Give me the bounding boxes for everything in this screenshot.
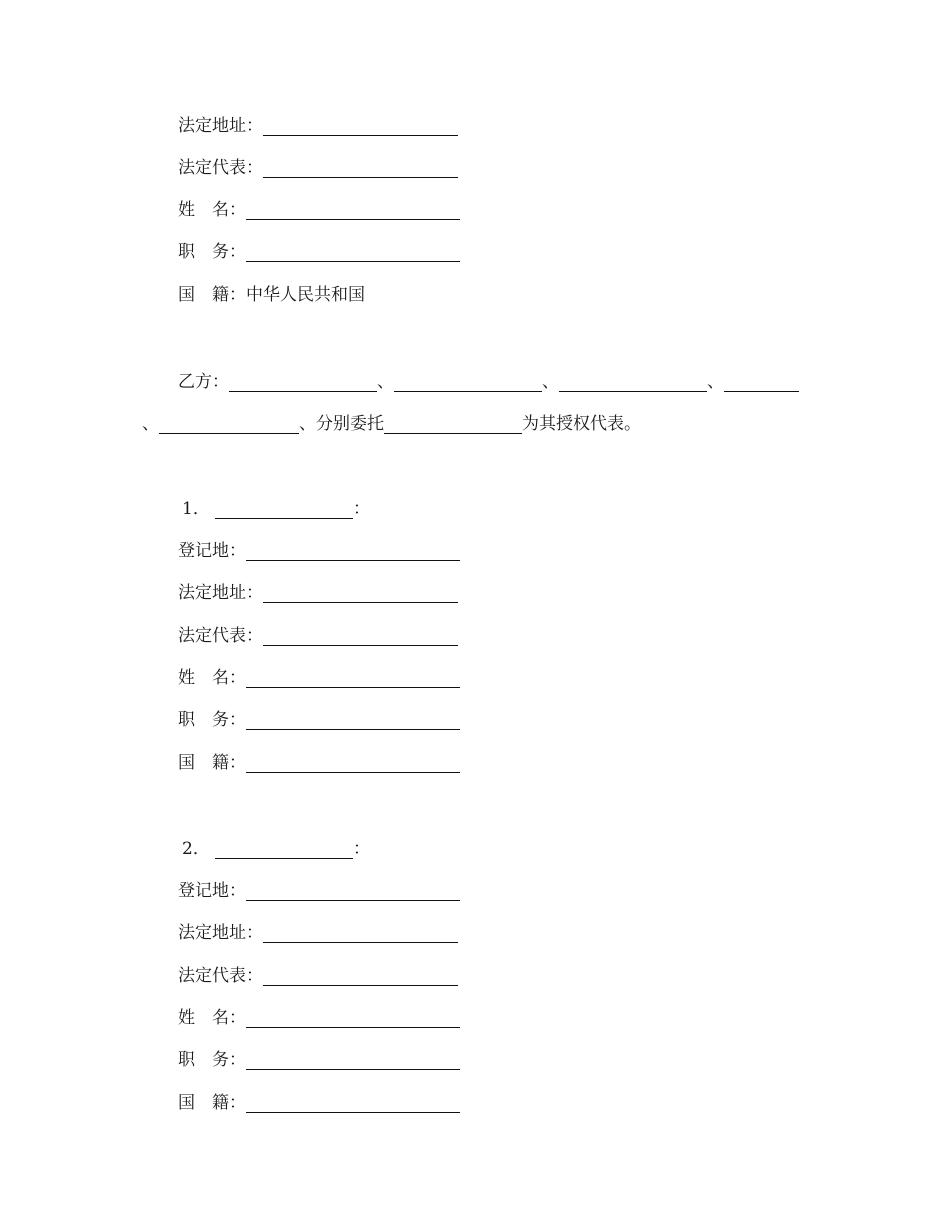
separator: 、 (707, 372, 724, 392)
fill-blank[interactable] (246, 540, 460, 561)
field-label: 职 务： (178, 1050, 246, 1070)
field-legal-representative (178, 154, 458, 182)
field-nationality (178, 1089, 460, 1117)
fill-blank[interactable] (263, 965, 458, 986)
party-b-line-1 (178, 368, 799, 396)
field-label: 法定代表： (178, 966, 263, 986)
separator: 、 (377, 372, 394, 392)
field-title (178, 706, 460, 734)
entity-heading (182, 495, 370, 523)
fill-blank[interactable] (246, 752, 460, 773)
field-name (178, 1004, 460, 1032)
fill-blank[interactable] (215, 498, 353, 519)
fill-blank[interactable] (159, 413, 299, 434)
fill-blank[interactable] (263, 582, 458, 603)
fill-blank[interactable] (246, 667, 460, 688)
fill-blank[interactable] (246, 880, 460, 901)
field-label: 法定地址： (178, 923, 263, 943)
fill-blank[interactable] (246, 1007, 460, 1028)
party-b-label: 乙方： (178, 372, 229, 392)
field-label: 法定代表： (178, 626, 263, 646)
field-name (178, 664, 460, 692)
fill-blank[interactable] (263, 625, 458, 646)
entity-number: 1． (182, 499, 210, 519)
delegate-text: 、分别委托 (299, 414, 384, 434)
field-label: 法定地址： (178, 583, 263, 603)
colon: ： (353, 839, 370, 859)
fill-blank[interactable] (263, 115, 458, 136)
nationality-value: 中华人民共和国 (246, 285, 365, 305)
fill-blank[interactable] (384, 413, 522, 434)
field-label: 法定代表： (178, 158, 263, 178)
field-nationality (178, 749, 460, 777)
fill-blank[interactable] (246, 241, 460, 262)
field-label: 登记地： (178, 881, 246, 901)
separator: 、 (542, 372, 559, 392)
field-title (178, 238, 460, 266)
authorized-text: 为其授权代表。 (522, 414, 641, 434)
field-label: 姓 名： (178, 1008, 246, 1028)
field-label: 国 籍： (178, 285, 246, 305)
field-name (178, 196, 460, 224)
field-label: 国 籍： (178, 1093, 246, 1113)
field-title (178, 1046, 460, 1074)
field-legal-representative (178, 962, 458, 990)
fill-blank[interactable] (246, 199, 460, 220)
fill-blank[interactable] (246, 1049, 460, 1070)
field-label: 姓 名： (178, 668, 246, 688)
colon: ： (353, 499, 370, 519)
field-legal-address (178, 919, 458, 947)
field-label: 职 务： (178, 710, 246, 730)
fill-blank[interactable] (215, 838, 353, 859)
party-b-line-2 (142, 410, 641, 438)
fill-blank[interactable] (263, 922, 458, 943)
fill-blank[interactable] (263, 157, 458, 178)
field-registration-place (178, 877, 460, 905)
field-legal-representative (178, 622, 458, 650)
fill-blank[interactable] (229, 371, 377, 392)
entity-number: 2． (182, 839, 210, 859)
field-label: 姓 名： (178, 200, 246, 220)
entity-heading (182, 835, 370, 863)
field-label: 法定地址： (178, 116, 263, 136)
field-label: 国 籍： (178, 753, 246, 773)
separator: 、 (142, 414, 159, 434)
field-label: 职 务： (178, 242, 246, 262)
field-legal-address (178, 579, 458, 607)
fill-blank[interactable] (394, 371, 542, 392)
fill-blank[interactable] (724, 371, 799, 392)
fill-blank[interactable] (246, 709, 460, 730)
fill-blank[interactable] (559, 371, 707, 392)
field-registration-place (178, 537, 460, 565)
field-nationality (178, 281, 365, 309)
field-label: 登记地： (178, 541, 246, 561)
field-legal-address (178, 112, 458, 140)
fill-blank[interactable] (246, 1092, 460, 1113)
